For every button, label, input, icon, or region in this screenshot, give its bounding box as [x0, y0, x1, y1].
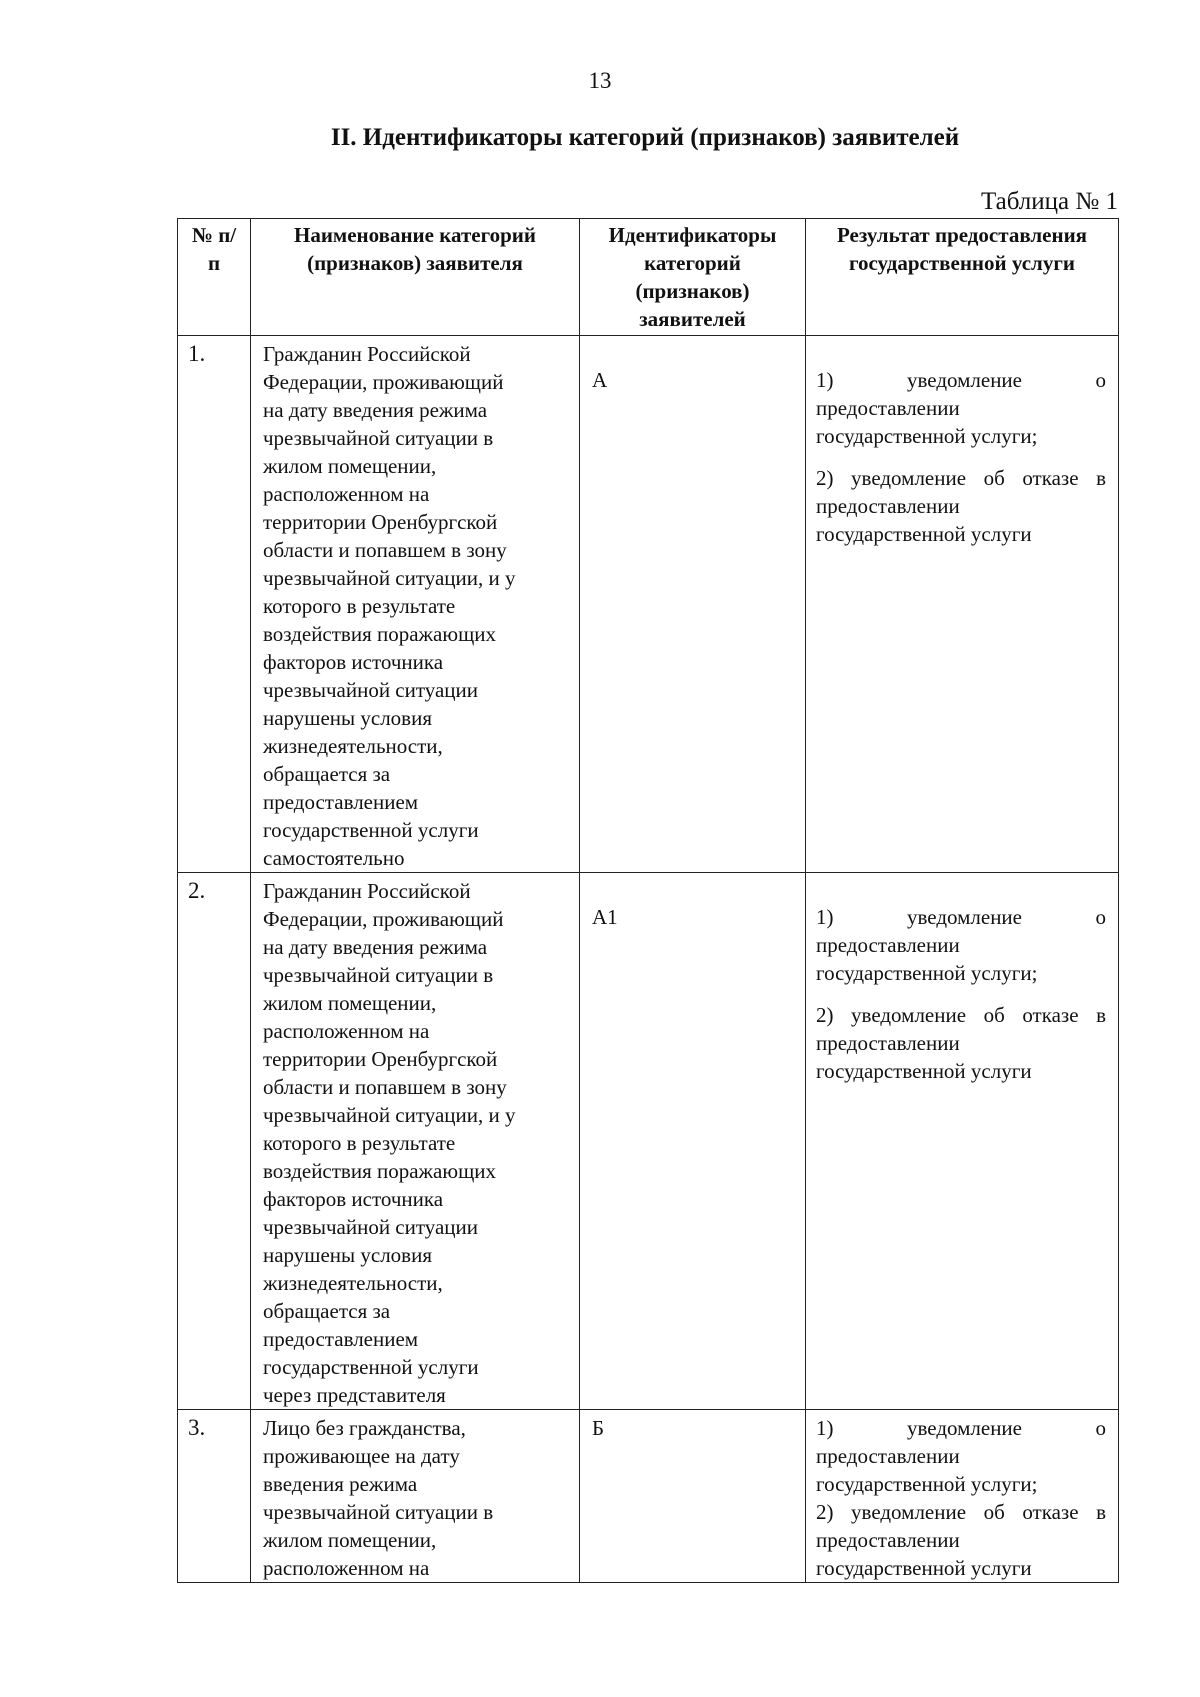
category-name-cell: [251, 336, 580, 873]
header-service-result: Результат предоставления государственной услуги: [806, 219, 1119, 336]
result-item: 2) уведомление об отказе в предоставлении государственной услуги: [816, 466, 1106, 546]
category-identifier: А1: [580, 873, 806, 1410]
section-title: II. Идентификаторы категорий (признаков) заявителей: [330, 124, 960, 151]
table-header-row: [178, 219, 1119, 336]
table-row: [178, 1410, 1119, 1583]
header-number: № п/п: [178, 219, 251, 336]
page-number: 13: [588, 68, 612, 93]
service-result-cell: [806, 873, 1119, 1410]
result-item: 2) уведомление об отказе в предоставлении государственной услуги: [816, 1500, 1106, 1580]
applicant-categories-table: [177, 218, 1119, 1583]
result-item: 1) уведомление о предоставлении государственной услуги;: [816, 368, 1106, 448]
category-name: Гражданин Российской Федерации, проживающий на дату введения режима чрезвычайной ситуации в жилом помещении, расположенном на территории Оренбургской области и попавшем в зону чрезвычайной ситуации, и у которого в результате воздействия поражающих факторов источника чрезвычайной ситуации нарушены условия жизнедеятельности, обращается за предоставлением государственной услуги самостоятельно: [263, 342, 516, 870]
category-name: Гражданин Российской Федерации, проживающий на дату введения режима чрезвычайной ситуации в жилом помещении, расположенном на территории Оренбургской области и попавшем в зону чрезвычайной ситуации, и у которого в результате воздействия поражающих факторов источника чрезвычайной ситуации нарушены условия жизнедеятельности, обращается за предоставлением государственной услуги через представителя: [263, 879, 516, 1407]
category-name-cell: [251, 873, 580, 1410]
result-item: 2) уведомление об отказе в предоставлении государственной услуги: [816, 1003, 1106, 1083]
row-number: 3.: [178, 1410, 251, 1583]
row-number: 1.: [178, 336, 251, 873]
table-label: Таблица № 1: [980, 188, 1118, 215]
result-item: 1) уведомление о предоставлении государственной услуги;: [816, 905, 1106, 985]
table-row: [178, 336, 1119, 873]
result-item: 1) уведомление о предоставлении государственной услуги;: [816, 1416, 1106, 1496]
service-result-cell: [806, 336, 1119, 873]
category-identifier: А: [580, 336, 806, 873]
row-number: 2.: [178, 873, 251, 1410]
category-identifier: Б: [580, 1410, 806, 1583]
service-result-cell: [806, 1410, 1119, 1583]
category-name: Лицо без гражданства, проживающее на дату введения режима чрезвычайной ситуации в жилом помещении, расположенном на: [263, 1416, 494, 1580]
category-name-cell: [251, 1410, 580, 1583]
table-row: [178, 873, 1119, 1410]
header-category-name: Наименование категорий (признаков) заявителя: [251, 219, 580, 336]
header-category-identifier: Идентификаторы категорий (признаков) заявителей: [580, 219, 806, 336]
